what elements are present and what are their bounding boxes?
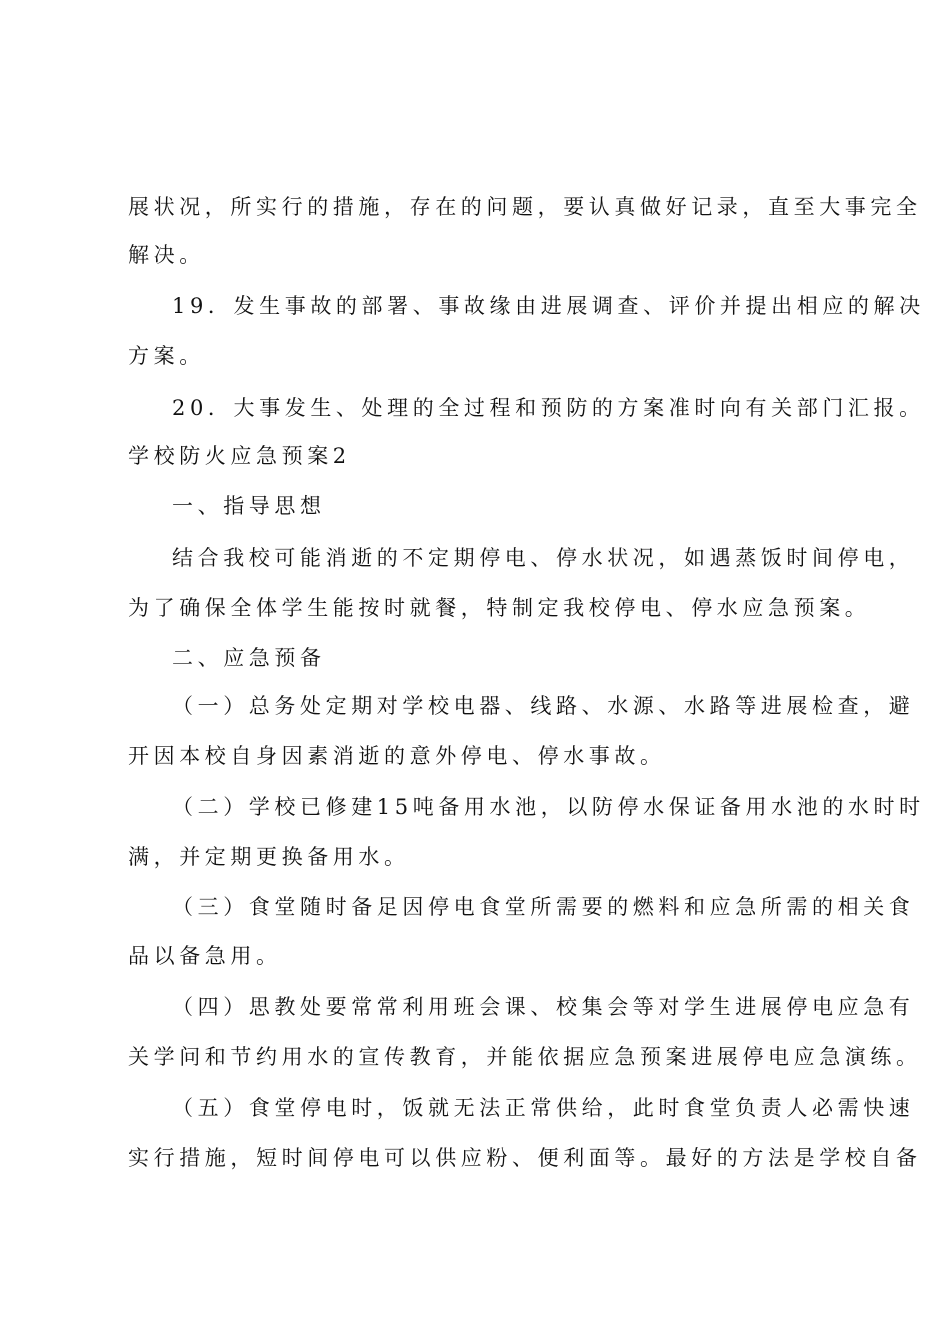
text-line: 结合我校可能消逝的不定期停电、停水状况，如遇蒸饭时间停电，	[172, 546, 915, 570]
section-heading: 一、指导思想	[172, 494, 326, 518]
text-line: （三）食堂随时备足因停电食堂所需要的燃料和应急所需的相关食	[172, 895, 915, 919]
text-line: （四）思教处要常常利用班会课、校集会等对学生进展停电应急有	[172, 995, 915, 1019]
text-line: 实行措施，短时间停电可以供应粉、便利面等。最好的方法是学校自备	[128, 1146, 922, 1170]
text-line: 19．发生事故的部署、事故缘由进展调查、评价并提出相应的解决	[172, 294, 925, 318]
text-line: 关学问和节约用水的宣传教育，并能依据应急预案进展停电应急演练。	[128, 1045, 922, 1069]
text-line: 20．大事发生、处理的全过程和预防的方案准时向有关部门汇报。	[172, 396, 925, 420]
text-line: 满，并定期更换备用水。	[128, 845, 410, 869]
text-line: （一）总务处定期对学校电器、线路、水源、水路等进展检查，避	[172, 694, 915, 718]
text-line: 解决。	[128, 243, 205, 267]
text-line: （五）食堂停电时，饭就无法正常供给，此时食堂负责人必需快速	[172, 1096, 915, 1120]
text-line: 方案。	[128, 344, 205, 368]
text-line: 展状况，所实行的措施，存在的问题，要认真做好记录，直至大事完全	[128, 195, 922, 219]
text-line: （二）学校已修建15吨备用水池，以防停水保证备用水池的水时时	[172, 795, 925, 819]
text-line: 品以备急用。	[128, 944, 282, 968]
section-heading: 二、应急预备	[172, 646, 326, 670]
section-title: 学校防火应急预案2	[128, 444, 351, 468]
text-line: 为了确保全体学生能按时就餐，特制定我校停电、停水应急预案。	[128, 596, 871, 620]
text-line: 开因本校自身因素消逝的意外停电、停水事故。	[128, 744, 666, 768]
